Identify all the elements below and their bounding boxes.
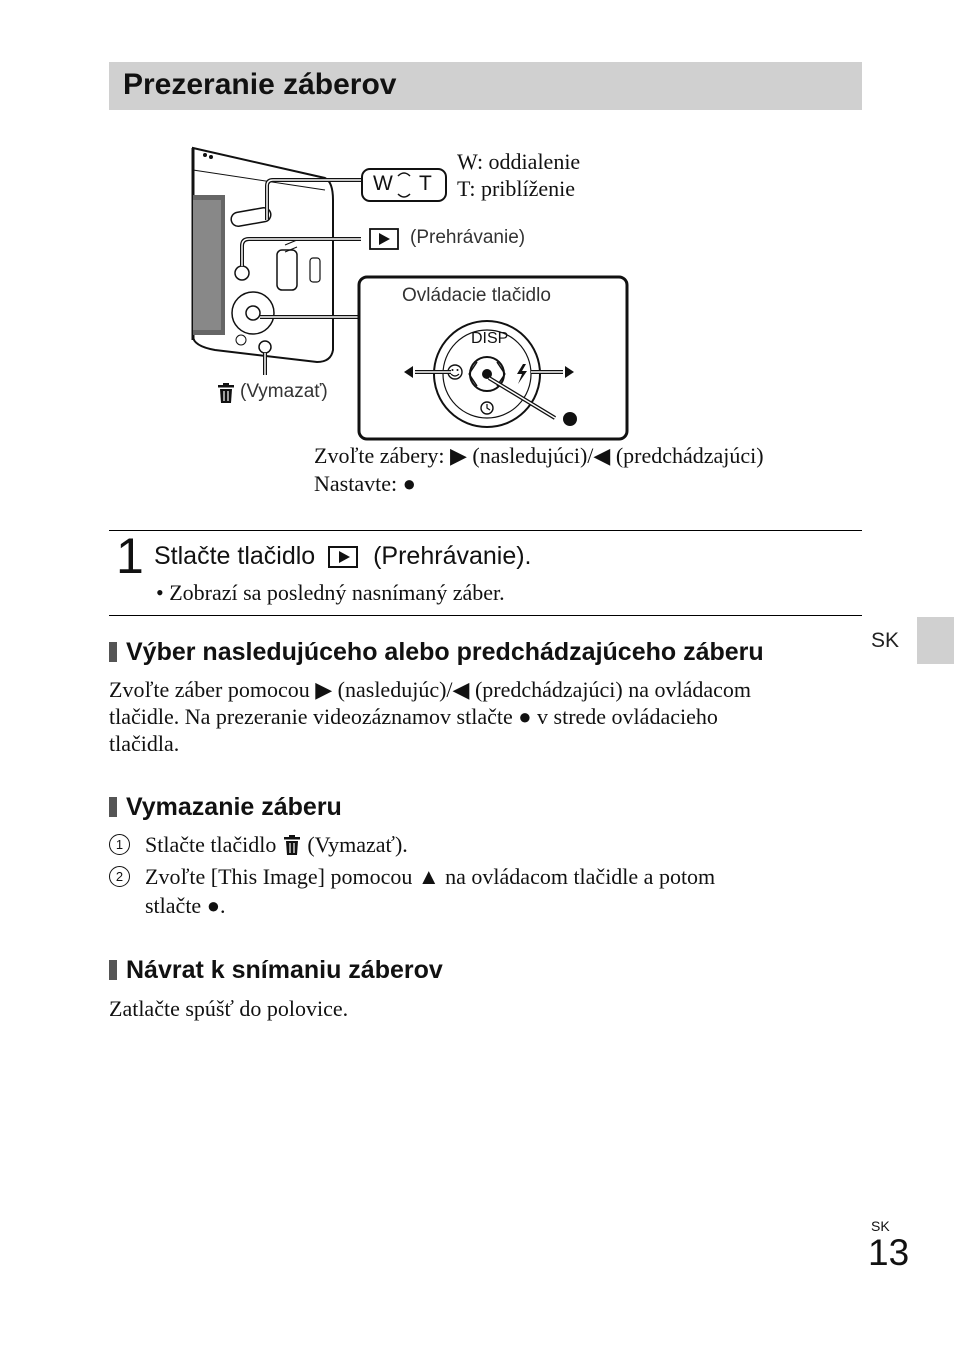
- zoom-t-key: T: [419, 172, 432, 195]
- select-instruction: Zvoľte zábery: ▶ (nasledujúci)/◀ (predchádzajúci): [314, 443, 764, 468]
- right-arrow-icon: ▶: [315, 677, 333, 702]
- list-item: 2 Zvoľte [This Image] pomocou ▲ na ovládacom tlačidle a potom stlačte ●.: [109, 862, 869, 891]
- control-button-label: Ovládacie tlačidlo: [402, 285, 551, 306]
- center-button-icon: ●: [402, 471, 416, 496]
- section-marker-icon: [109, 797, 117, 817]
- section-marker-icon: [109, 960, 117, 980]
- set-instruction: Nastavte: ●: [314, 471, 416, 496]
- section-marker-icon: [109, 642, 117, 662]
- up-arrow-icon: ▲: [417, 864, 440, 889]
- step-bullet: • Zobrazí sa posledný nasnímaný záber.: [156, 580, 505, 605]
- camera-diagram: [185, 140, 885, 520]
- number-circle-icon: 2: [109, 866, 130, 887]
- zoom-w-text: W: oddialenie: [457, 149, 581, 174]
- step-number: 1: [116, 528, 144, 584]
- page-title: Prezeranie záberov: [123, 68, 397, 101]
- section-heading-select: Výber nasledujúceho alebo predchádzajúceho záberu: [109, 638, 764, 667]
- number-circle-icon: 1: [109, 834, 130, 855]
- disp-label: DISP: [471, 330, 509, 347]
- side-tab: [917, 617, 954, 664]
- divider-top: [109, 530, 862, 531]
- zoom-t-text: T: priblíženie: [457, 176, 576, 201]
- section-return-text: Zatlačte spúšť do polovice.: [109, 996, 349, 1021]
- side-language-label: SK: [871, 629, 900, 652]
- left-arrow-icon: ◀: [593, 443, 611, 468]
- page-title-bar: [109, 62, 862, 110]
- page-number: 13: [868, 1232, 910, 1273]
- trash-icon: [284, 835, 300, 855]
- play-button-icon: [328, 546, 358, 568]
- list-item: 1 Stlačte tlačidlo (Vymazať).: [109, 830, 869, 859]
- section-select-text: Zvoľte záber pomocou ▶ (nasledujúc)/◀ (predchádzajúci) na ovládacom tlačidle. Na prezeranie videozáznamov stlačte ● v strede ovládacieho tlačidla.: [109, 677, 752, 756]
- center-button-icon: ●: [518, 704, 532, 729]
- footer-language: SK: [871, 1218, 890, 1234]
- playback-label: (Prehrávanie): [410, 227, 526, 248]
- step-text: Stlačte tlačidlo (Prehrávanie).: [154, 542, 532, 570]
- center-button-icon: ●: [206, 893, 220, 918]
- divider-bottom: [109, 615, 862, 616]
- section-heading-delete: Vymazanie záberu: [109, 793, 342, 822]
- right-arrow-icon: ▶: [450, 443, 467, 468]
- zoom-w-key: W: [373, 172, 393, 195]
- section-heading-return: Návrat k snímaniu záberov: [109, 956, 443, 985]
- delete-label: (Vymazať): [240, 381, 328, 402]
- left-arrow-icon: ◀: [452, 677, 470, 702]
